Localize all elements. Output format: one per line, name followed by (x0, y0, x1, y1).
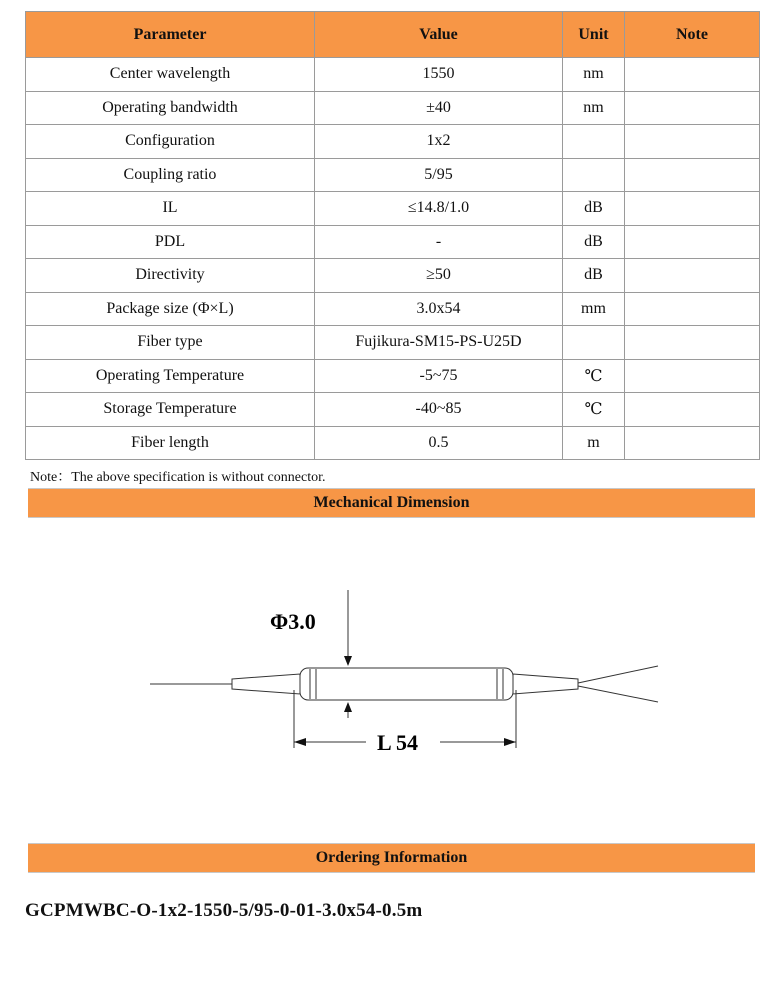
table-row (26, 91, 760, 125)
cell-note (625, 58, 760, 92)
cell-note (625, 426, 760, 460)
cell-unit: ℃ (563, 393, 625, 427)
cell-unit: nm (563, 91, 625, 125)
cell-note (625, 393, 760, 427)
length-arrow-right (504, 738, 516, 746)
table-row (26, 259, 760, 293)
output-fiber-1 (578, 666, 658, 683)
cell-parameter: Storage Temperature (26, 393, 315, 427)
diameter-arrow-bottom (344, 702, 352, 712)
cell-unit (563, 158, 625, 192)
cell-value: 0.5 (315, 426, 563, 460)
cell-unit (563, 125, 625, 159)
cell-note (625, 192, 760, 226)
length-arrow-left (294, 738, 306, 746)
header-value: Value (315, 12, 563, 58)
cell-parameter: Operating Temperature (26, 359, 315, 393)
cell-value: ±40 (315, 91, 563, 125)
cell-unit: mm (563, 292, 625, 326)
diameter-arrow-top (344, 656, 352, 666)
cell-parameter: Directivity (26, 259, 315, 293)
table-row (26, 125, 760, 159)
cell-value: ≤14.8/1.0 (315, 192, 563, 226)
cell-value: ≥50 (315, 259, 563, 293)
left-boot (232, 674, 300, 694)
cell-value: 5/95 (315, 158, 563, 192)
cell-parameter: Package size (Φ×L) (26, 292, 315, 326)
cell-unit (563, 326, 625, 360)
table-row (26, 326, 760, 360)
header-unit: Unit (563, 12, 625, 58)
cell-value: 1550 (315, 58, 563, 92)
cell-note (625, 125, 760, 159)
table-row (26, 58, 760, 92)
table-row (26, 225, 760, 259)
specification-table (25, 11, 760, 460)
table-row (26, 158, 760, 192)
cell-value: - (315, 225, 563, 259)
cell-parameter: PDL (26, 225, 315, 259)
table-row (26, 393, 760, 427)
cell-note (625, 91, 760, 125)
output-fiber-2 (578, 686, 658, 702)
table-row (26, 426, 760, 460)
mechanical-dimension-drawing (0, 580, 776, 760)
cell-parameter: Fiber type (26, 326, 315, 360)
cell-value: 3.0x54 (315, 292, 563, 326)
mechanical-dimension-header: Mechanical Dimension (28, 488, 755, 518)
cell-unit: dB (563, 192, 625, 226)
cell-value: -40~85 (315, 393, 563, 427)
cell-unit: m (563, 426, 625, 460)
cell-parameter: Center wavelength (26, 58, 315, 92)
cell-parameter: Operating bandwidth (26, 91, 315, 125)
spec-footnote: Note：The above specification is without connector. (30, 470, 326, 485)
cell-note (625, 158, 760, 192)
cell-note (625, 326, 760, 360)
cell-unit: ℃ (563, 359, 625, 393)
right-boot (513, 674, 578, 694)
cell-unit: dB (563, 259, 625, 293)
cell-note (625, 225, 760, 259)
cell-unit: nm (563, 58, 625, 92)
header-parameter: Parameter (26, 12, 315, 58)
diameter-label: Φ3.0 (270, 609, 316, 634)
cell-parameter: Fiber length (26, 426, 315, 460)
ordering-information-header: Ordering Information (28, 843, 755, 873)
cell-value: Fujikura-SM15-PS-U25D (315, 326, 563, 360)
header-note: Note (625, 12, 760, 58)
cell-parameter: IL (26, 192, 315, 226)
cell-parameter: Configuration (26, 125, 315, 159)
cell-parameter: Coupling ratio (26, 158, 315, 192)
cell-unit: dB (563, 225, 625, 259)
table-row (26, 359, 760, 393)
cell-note (625, 259, 760, 293)
table-row (26, 192, 760, 226)
table-row (26, 292, 760, 326)
table-header-row (26, 12, 760, 58)
length-label: L 54 (377, 730, 418, 755)
cell-value: -5~75 (315, 359, 563, 393)
cell-value: 1x2 (315, 125, 563, 159)
cell-note (625, 292, 760, 326)
cell-note (625, 359, 760, 393)
package-tube (300, 668, 513, 700)
part-number: GCPMWBC-O-1x2-1550-5/95-0-01-3.0x54-0.5m (25, 900, 423, 921)
